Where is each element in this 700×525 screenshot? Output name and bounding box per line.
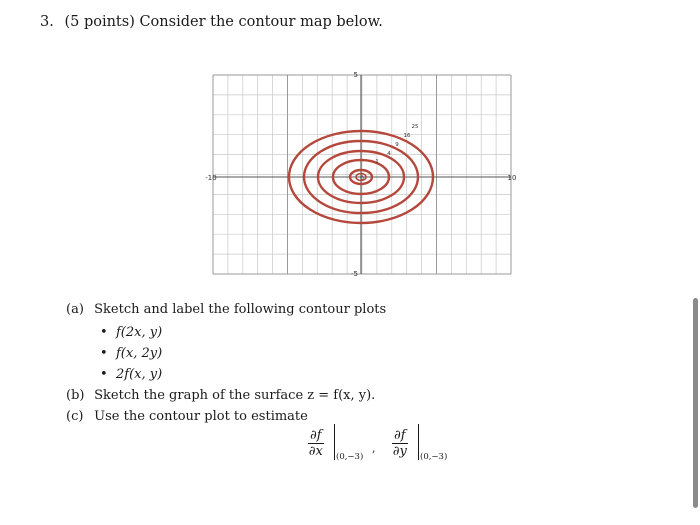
part-b — [66, 388, 375, 403]
list-item: • f(x, 2y) — [100, 346, 163, 361]
partial-y-eval-point: (0,−3) — [420, 452, 448, 462]
level-label: 9 — [395, 142, 399, 148]
partial-y-fraction — [392, 428, 408, 459]
level-label: 4 — [387, 151, 391, 157]
axis-label-y-max: 5 — [353, 71, 358, 79]
axis-label-y-min: -5 — [351, 270, 358, 278]
level-label: 1 — [375, 159, 379, 165]
part-b-label: (b) — [66, 388, 85, 403]
partial-y-denominator: ∂y — [392, 444, 407, 459]
list-item: • 2f(x, y) — [100, 367, 163, 382]
part-c-text: Use the contour plot to estimate — [94, 409, 308, 424]
part-c-label: (c) — [66, 409, 84, 424]
list-item: • f(2x, y) — [100, 325, 163, 340]
level-label: 16 — [403, 133, 411, 139]
scrollbar[interactable] — [693, 298, 698, 508]
question-number: 3. — [40, 14, 54, 30]
question-text: (5 points) Consider the contour map below. — [64, 14, 383, 30]
part-c — [66, 409, 308, 424]
level-label: 25 — [411, 124, 419, 130]
part-b-text: Sketch the graph of the surface z = f(x, y). — [94, 388, 376, 403]
partial-x-numerator: ∂f — [310, 428, 322, 443]
eval-bar — [418, 424, 419, 460]
axis-label-x-min: -10 — [205, 174, 217, 182]
partial-x-eval-point: (0,−3) — [336, 452, 364, 462]
level-label: 0 — [360, 175, 364, 182]
part-a-list — [100, 322, 162, 385]
partial-y-numerator: ∂f — [394, 428, 406, 443]
part-a-label: (a) — [66, 302, 84, 317]
partial-x-denominator: ∂x — [308, 444, 323, 459]
partial-x-fraction — [308, 428, 324, 459]
part-a-text: Sketch and label the following contour plots — [94, 302, 387, 317]
axis-label-x-max: 10 — [507, 174, 517, 182]
part-a — [66, 302, 386, 317]
separator-comma: , — [372, 442, 376, 455]
eval-bar — [334, 424, 335, 460]
